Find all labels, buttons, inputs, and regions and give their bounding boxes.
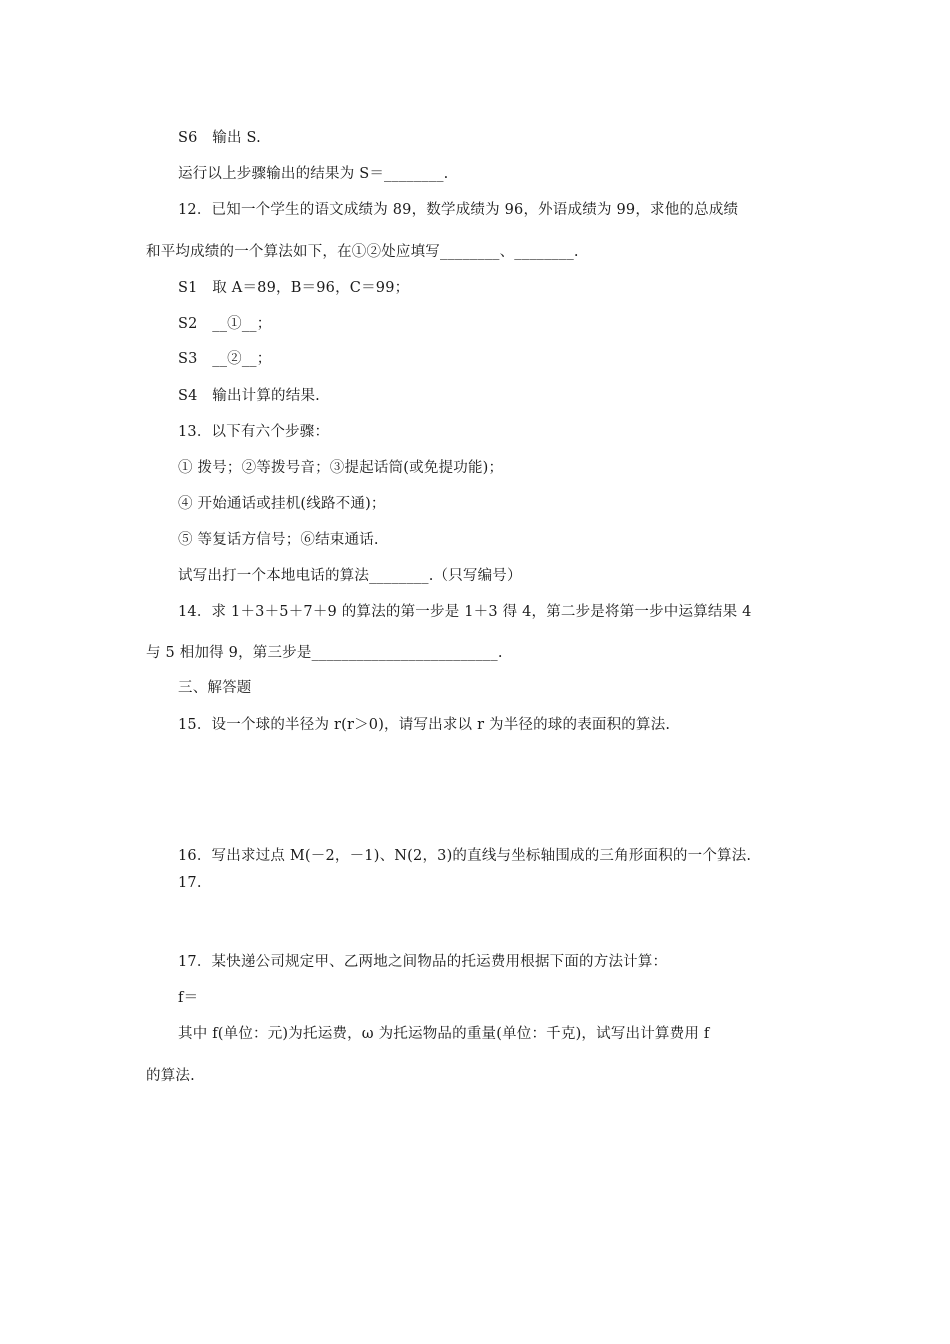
question-13-steps-1: ① 拨号；②等拨号音；③提起话筒(或免提功能)； (178, 460, 504, 476)
question-12-line-2: 和平均成绩的一个算法如下，在①②处应填写________、________. (146, 244, 579, 260)
question-17-line-1: 17．某快递公司规定甲、乙两地之间物品的托运费用根据下面的方法计算： (178, 954, 668, 970)
question-12-step-s2: S2 __①__； (178, 316, 272, 332)
question-14-line-2: 与 5 相加得 9，第三步是_________________________. (146, 645, 503, 661)
question-16: 16．写出求过点 M(－2，－1)、N(2，3)的直线与坐标轴围成的三角形面积的一个算法. (178, 848, 752, 864)
question-17-stray-number: 17. (178, 875, 202, 891)
text-line-s6: S6 输出 S. (178, 130, 261, 146)
section-heading-answers: 三、解答题 (178, 680, 252, 696)
question-13-prompt: 试写出打一个本地电话的算法________.（只写编号） (178, 568, 522, 584)
question-14-line-1: 14．求 1＋3＋5＋7＋9 的算法的第一步是 1＋3 得 4，第二步是将第一步中运算结果 4 (178, 604, 752, 620)
question-13-title: 13．以下有六个步骤： (178, 424, 330, 440)
question-12-step-s3: S3 __②__； (178, 351, 272, 367)
question-17-line-2: 其中 f(单位：元)为托运费，ω 为托运物品的重量(单位：千克)，试写出计算费用 f (178, 1026, 710, 1042)
text-line-run-result: 运行以上步骤输出的结果为 S＝________. (178, 166, 449, 182)
question-15: 15．设一个球的半径为 r(r＞0)，请写出求以 r 为半径的球的表面积的算法. (178, 717, 671, 733)
question-13-steps-3: ⑤ 等复话方信号；⑥结束通话. (178, 532, 379, 548)
question-17-formula: f＝ (178, 990, 199, 1006)
question-17-line-3: 的算法. (146, 1068, 195, 1084)
question-13-steps-2: ④ 开始通话或挂机(线路不通)； (178, 496, 386, 512)
question-12-line-1: 12．已知一个学生的语文成绩为 89，数学成绩为 96，外语成绩为 99，求他的总成绩 (178, 202, 739, 218)
question-12-step-s4: S4 输出计算的结果. (178, 388, 320, 404)
question-12-step-s1: S1 取 A＝89，B＝96，C＝99； (178, 280, 410, 296)
